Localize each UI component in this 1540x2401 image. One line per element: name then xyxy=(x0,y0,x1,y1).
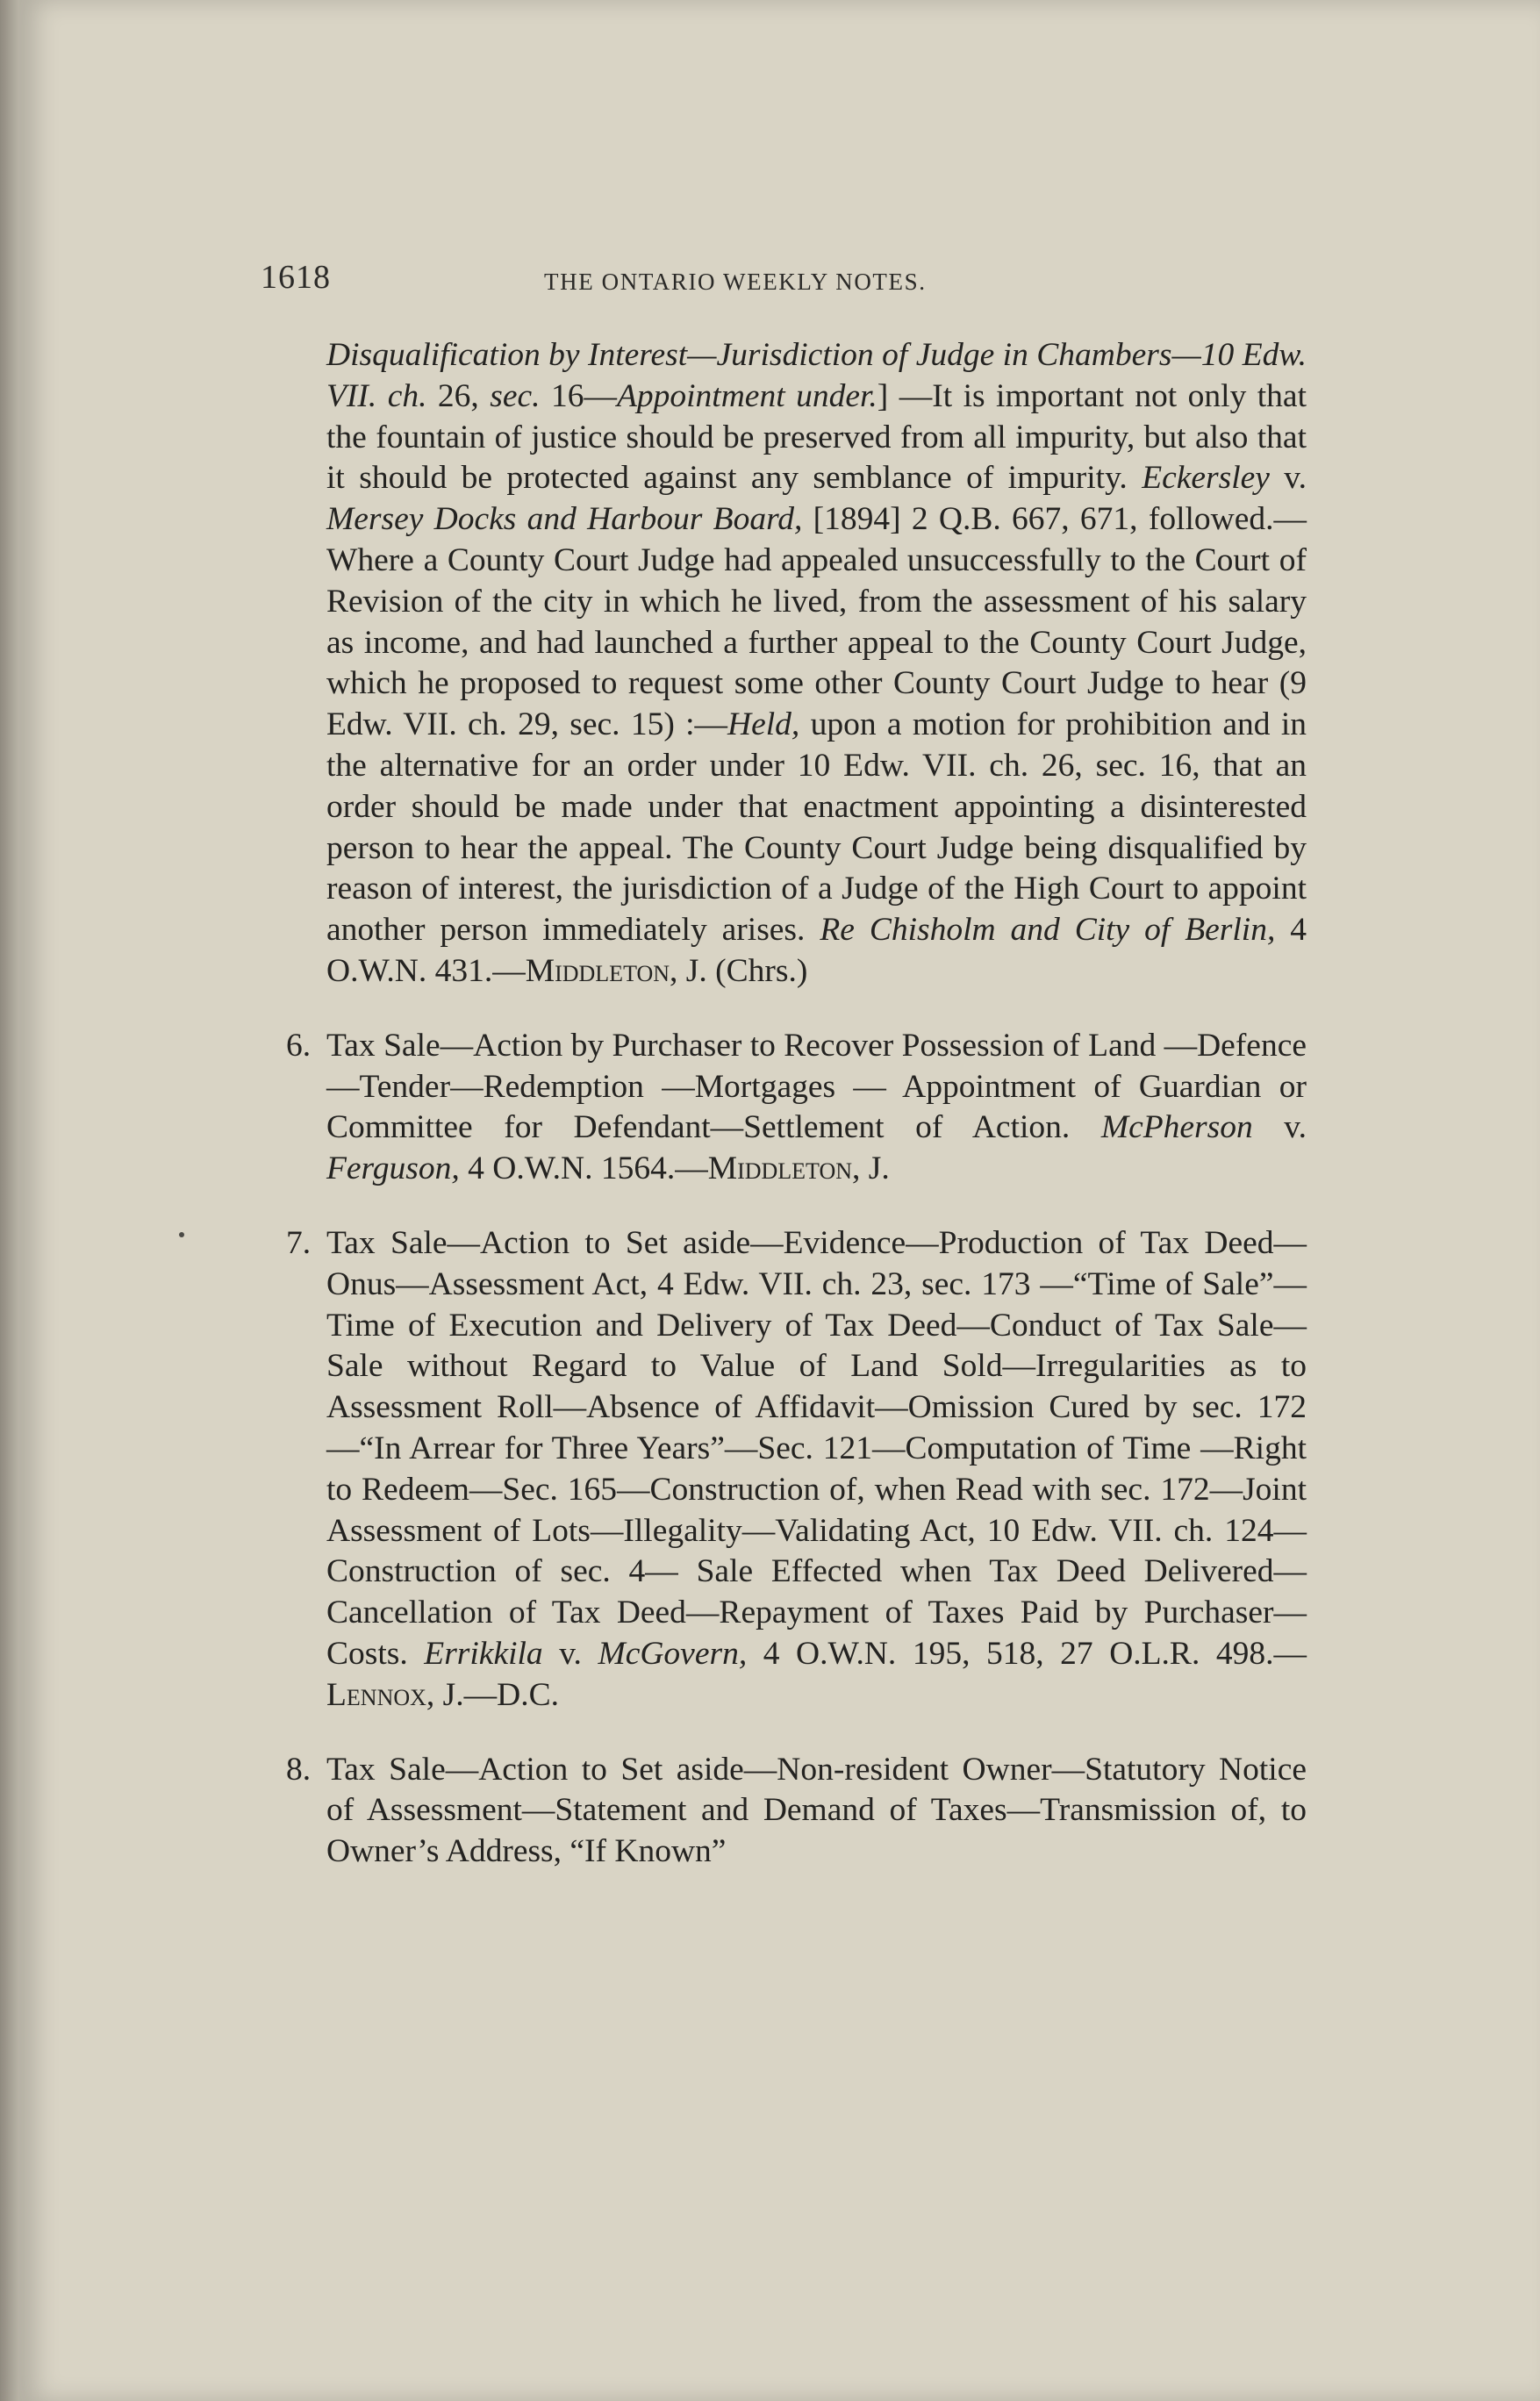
entry-heading-sec: sec. xyxy=(490,377,541,414)
case-versus: v. xyxy=(1252,1109,1307,1146)
citation: 4 O.W.N. 1564.— xyxy=(459,1150,708,1187)
entry-number: 8. xyxy=(286,1751,312,1788)
entry-text: upon a motion for prohibition and in the alternative for an order under 10 Edw. VII. ch. 26, sec. 16, that an order should be made under that enactment appointing a disinterested person to hear the appeal. The County Court Judge being disqualified by reason of interest, the jurisdiction of a Judge of the High Court to appoint another person immediately arises. xyxy=(326,706,1307,949)
page-header xyxy=(0,254,1540,307)
case-name: Errikkila xyxy=(424,1635,543,1672)
page-number: 1618 xyxy=(261,259,331,296)
entry-heading: Disqualification by Interest—Jurisdiction of Judge in Chambers—10 xyxy=(326,337,1235,373)
case-name: Re Chisholm and City of Berlin, xyxy=(820,912,1276,949)
digest-entry xyxy=(0,1026,1307,1190)
case-name: Eckersley xyxy=(1142,460,1270,497)
entry-text: Tax Sale—Action to Set aside—Non-resident Owner—Statutory Notice of Assessment—Statement and Demand of Taxes—Transmission of, to Owner’s Address, “If Known” xyxy=(326,1751,1307,1870)
case-versus: v. xyxy=(542,1635,598,1672)
entry-heading-chapter: 26, xyxy=(426,377,491,414)
judge-name: Middleton xyxy=(707,1150,853,1187)
digest-entry xyxy=(0,1750,1307,1873)
entry-text: Tax Sale—Action to Set aside—Evidence—Production of Tax Deed—Onus—Assessment Act, 4 Edw. VII. ch. 23, sec. 173 —“Time of Sale”—Time of Execution and Delivery of Tax Deed—Conduct of Tax Sale—Sale without Regard to Value of Land Sold—Irregularities as to Assessment Roll—Absence of Affidavit—Omission Cured by sec. 172—“In Arrear for Three Years”—Sec. 121—Computation of Time —Right to Redeem—Sec. 165—Construction of, when Read with sec. 172—Joint Assessment of Lots—Illegality—Validating Act, 10 Edw. VII. ch. 124—Construction of sec. 4— Sale Effected when Tax Deed Delivered—Cancellation of Tax Deed—Repayment of Taxes Paid by Purchaser—Costs. xyxy=(326,1224,1307,1672)
case-versus: v. xyxy=(1269,460,1307,497)
margin-mark xyxy=(179,1232,184,1237)
judge-suffix: , J.—D.C. xyxy=(426,1676,559,1713)
case-name: McPherson xyxy=(1100,1109,1253,1146)
entry-text: [1894] 2 Q.B. 667, 671, followed.—Where a County Court Judge had appealed unsuccessfully to the Court of Revision of the city in which he lived, from the assessment of his salary as income, and had launched a further appeal to the County Court Judge, which he proposed to request some other County Court Judge to hear (9 Edw. VII. ch. 29, sec. 15) :— xyxy=(326,501,1307,743)
entry-text: Tax Sale—Action by Purchaser to Recover Possession of Land —Defence—Tender—Redemption —Mortgages — Appointment of Guardian or Committee for Defendant—Settlement of Action. xyxy=(326,1027,1307,1146)
judge-suffix: , J. xyxy=(852,1150,890,1187)
judge-name: Lennox xyxy=(326,1676,426,1713)
entry-number: 6. xyxy=(286,1027,312,1064)
judge-suffix: , J. (Chrs.) xyxy=(670,952,808,989)
case-name: McGovern, xyxy=(598,1635,748,1672)
continued-entry xyxy=(0,335,1307,993)
entry-heading-secnum: 16— xyxy=(540,377,617,414)
page-body xyxy=(0,335,1540,1873)
digest-entry xyxy=(0,1223,1307,1717)
entry-number: 7. xyxy=(286,1224,312,1261)
judge-name: Middleton xyxy=(525,952,670,989)
citation: 4 O.W.N. 195, 518, 27 O.L.R. 498.— xyxy=(747,1635,1307,1672)
case-name: Mersey Docks and Harbour Board, xyxy=(326,501,803,538)
held-label: Held, xyxy=(727,706,800,743)
entry-heading-tail: Appointment under. xyxy=(616,377,877,414)
entry-heading-statute: Edw. VII. ch. xyxy=(326,337,1307,414)
running-title: THE ONTARIO WEEKLY NOTES. xyxy=(544,269,927,295)
citation: 4 O.W.N. 431.— xyxy=(326,912,1307,989)
case-name: Ferguson, xyxy=(326,1150,460,1187)
entry-text: ] —It is important not only that the fountain of justice should be preserved from all impurity, but also that it should be protected against any semblance of impurity. xyxy=(326,377,1307,497)
